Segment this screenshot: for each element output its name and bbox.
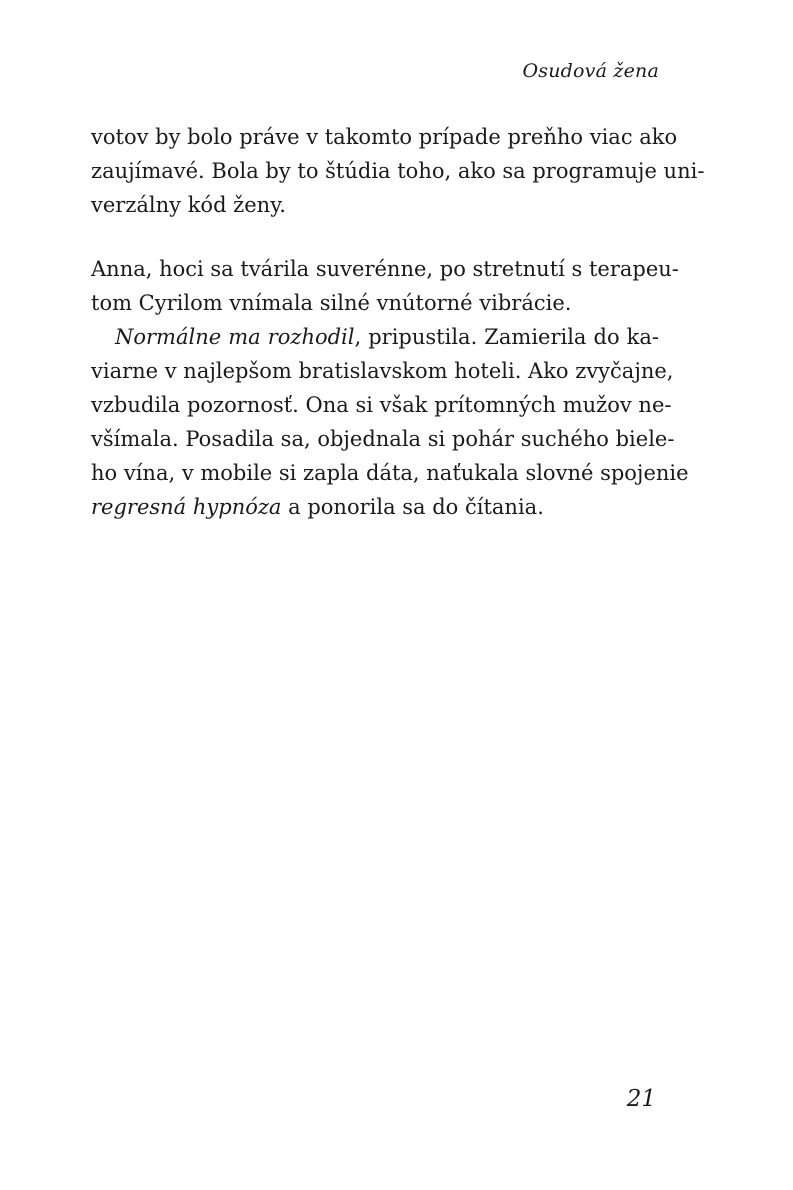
text-line: verzálny kód ženy. — [91, 193, 286, 217]
text-segment: a ponorila sa do čítania. — [281, 495, 544, 519]
running-header-title: Osudová žena — [522, 60, 659, 82]
paragraph-3 — [91, 320, 689, 524]
text-line: všímala. Posadila sa, objednala si pohár suchého biele- — [91, 427, 675, 451]
text-line — [91, 490, 659, 524]
text-line: votov by bolo práve v takomto prípade preňho viac ako — [91, 125, 678, 149]
paragraph-1 — [91, 120, 705, 222]
text-line — [91, 320, 659, 354]
emphasis-text: regresná hypnóza — [91, 495, 282, 519]
text-segment: , pripustila. Zamierila do ka- — [354, 325, 659, 349]
text-line: ho vína, v mobile si zapla dáta, naťukala slovné spojenie — [91, 461, 689, 485]
paragraph-2 — [91, 252, 679, 320]
text-line: Anna, hoci sa tvárila suverénne, po stretnutí s terapeu- — [91, 257, 679, 281]
text-line: vzbudila pozornosť. Ona si však prítomných mužov ne- — [91, 393, 672, 417]
text-line: viarne v najlepšom bratislavskom hoteli. Ako zvyčajne, — [91, 359, 674, 383]
text-line: zaujímavé. Bola by to štúdia toho, ako sa programuje uni- — [91, 159, 705, 183]
page-number: 21 — [626, 1086, 656, 1112]
emphasis-text: Normálne ma rozhodil — [115, 325, 355, 349]
text-line: tom Cyrilom vnímala silné vnútorné vibrácie. — [91, 291, 572, 315]
